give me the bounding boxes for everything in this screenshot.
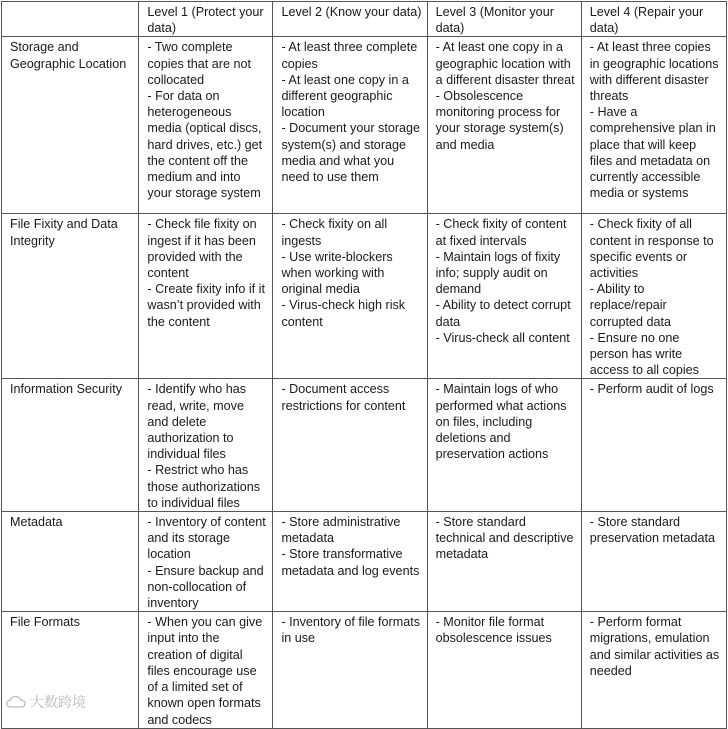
row-label: Metadata <box>2 512 139 612</box>
cell-item: - Store standard preservation metadata <box>589 515 716 546</box>
cell-level-2 <box>273 512 427 612</box>
row-security <box>2 379 727 512</box>
cell-item: - Store standard technical and descriptive metadata <box>435 515 574 562</box>
header-level-1: Level 1 (Protect your data) <box>139 2 273 37</box>
cell-item: - At least one copy in a geographic location with a different disaster threat <box>435 40 575 87</box>
cell-item: - Ability to replace/repair corrupted data <box>589 282 671 329</box>
header-corner <box>2 2 139 37</box>
cell-item: - Perform audit of logs <box>589 382 714 397</box>
cell-level-4 <box>581 379 726 512</box>
cell-item: - Inventory of content and its storage location <box>147 515 266 562</box>
cell-item: - At least three complete copies <box>281 40 418 71</box>
cell-item: - Document your storage system(s) and storage media and what you need to use them <box>281 121 421 185</box>
row-label: Information Security <box>2 379 139 512</box>
row-label: File Formats <box>2 612 139 728</box>
cell-level-2 <box>273 37 427 214</box>
cell-item: - At least one copy in a different geographic location <box>281 72 409 120</box>
watermark-text: 大数跨境 <box>30 694 86 710</box>
header-level-3: Level 3 (Monitor your data) <box>427 2 581 37</box>
cell-item: - At least three copies in geographic locations with different disaster threats <box>589 40 719 104</box>
cell-item: - Check fixity of content at fixed intervals <box>435 217 567 248</box>
header-row <box>2 2 727 37</box>
cell-level-3 <box>427 214 581 379</box>
cell-item: - Have a comprehensive plan in place that will keep files and metadata on currently accessible media or systems <box>589 105 716 201</box>
cell-level-4 <box>581 612 726 728</box>
cell-item: - Document access restrictions for content <box>281 382 406 413</box>
cell-item: - Check fixity of all content in response to specific events or activities <box>589 217 714 281</box>
cell-item: - Check fixity on all ingests <box>281 217 388 248</box>
cell-level-2 <box>273 612 427 728</box>
cell-item: - Maintain logs of fixity info; supply audit on demand <box>435 249 561 297</box>
cell-level-4 <box>581 512 726 612</box>
row-label: Storage and Geographic Location <box>2 37 139 214</box>
cell-item: - Virus-check all content <box>435 330 570 345</box>
cell-item: - For data on heterogeneous media (optical discs, hard drives, etc.) get the content off the medium and into your storage system <box>147 89 263 201</box>
cell-level-3 <box>427 612 581 728</box>
cell-item: - Identify who has read, write, move and delete authorization to individual files <box>147 382 247 462</box>
cell-item: - Restrict who has those authorizations to individual files <box>147 463 261 510</box>
cell-item: - Perform format migrations, emulation and similar activities as needed <box>589 615 720 678</box>
cloud-logo-icon <box>6 695 26 709</box>
cell-item: - Create fixity info if it wasn’t provided with the content <box>147 282 265 329</box>
row-label: File Fixity and Data Integrity <box>2 214 139 379</box>
preservation-levels-table <box>1 1 727 729</box>
cell-item: - Monitor file format obsolescence issues <box>435 615 552 646</box>
row-storage <box>2 37 727 214</box>
cell-level-3 <box>427 379 581 512</box>
cell-level-3 <box>427 37 581 214</box>
cell-item: - When you can give input into the creation of digital files encourage use of a limited set of known open formats and codecs <box>147 615 263 727</box>
cell-item: - Two complete copies that are not collocated <box>147 40 252 87</box>
cell-level-2 <box>273 214 427 379</box>
row-formats <box>2 612 727 728</box>
cell-level-1 <box>139 612 273 728</box>
cell-level-4 <box>581 214 726 379</box>
cell-level-1 <box>139 512 273 612</box>
cell-level-1 <box>139 214 273 379</box>
header-level-4: Level 4 (Repair your data) <box>581 2 726 37</box>
cell-item: - Check file fixity on ingest if it has been provided with the content <box>147 217 257 281</box>
cell-item: - Virus-check high risk content <box>281 298 406 329</box>
cell-item: - Obsolescence monitoring process for your storage system(s) and media <box>435 89 564 152</box>
cell-level-4 <box>581 37 726 214</box>
row-metadata <box>2 512 727 612</box>
cell-level-2 <box>273 379 427 512</box>
cell-item: - Ensure backup and non-collocation of inventory <box>147 563 264 611</box>
watermark <box>6 692 86 712</box>
cell-item: - Store transformative metadata and log events <box>281 547 420 578</box>
cell-item: - Inventory of file formats in use <box>281 615 421 646</box>
header-level-2: Level 2 (Know your data) <box>273 2 427 37</box>
cell-item: - Store administrative metadata <box>281 515 401 546</box>
cell-item: - Maintain logs of who performed what actions on files, including deletions and preservation actions <box>435 382 567 462</box>
cell-level-1 <box>139 379 273 512</box>
cell-level-1 <box>139 37 273 214</box>
cell-level-3 <box>427 512 581 612</box>
row-fixity <box>2 214 727 379</box>
cell-item: - Use write-blockers when working with original media <box>281 249 393 297</box>
cell-item: - Ensure no one person has write access to all copies <box>589 330 699 378</box>
cell-item: - Ability to detect corrupt data <box>435 298 571 329</box>
